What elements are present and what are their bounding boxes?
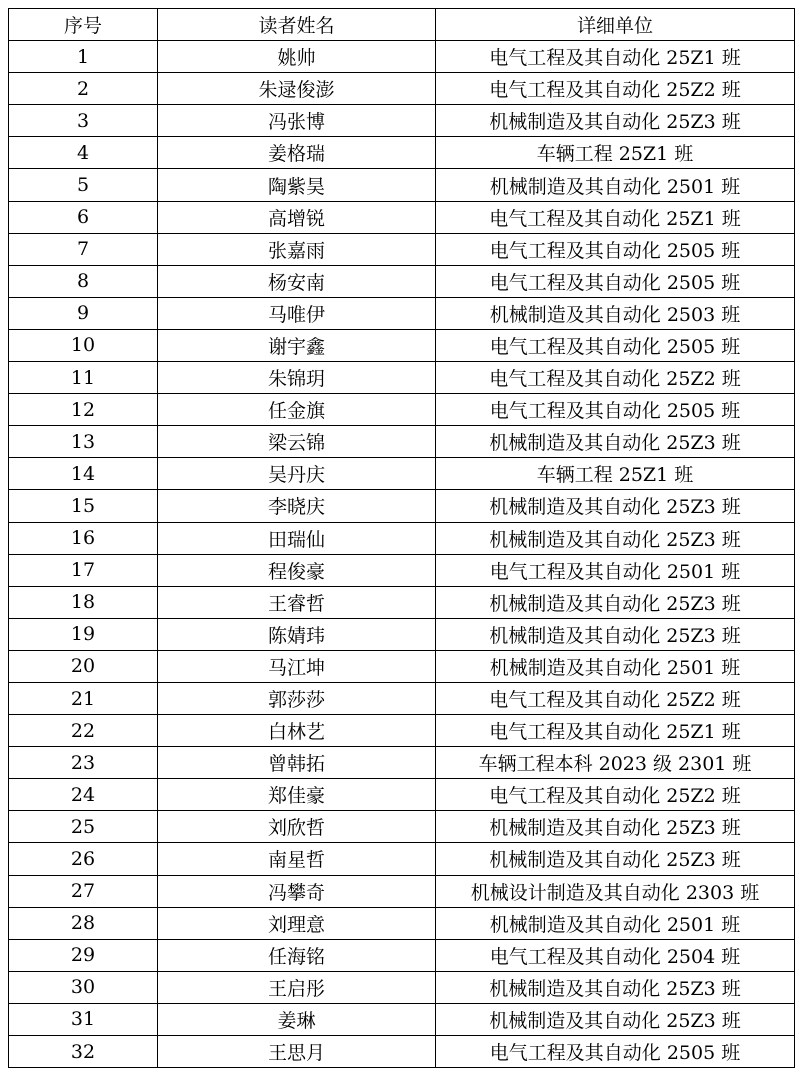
row-index-cell: 2 [9,73,158,105]
unit-cell: 电气工程及其自动化 2505 班 [436,1036,795,1068]
reader-name-cell: 南星哲 [158,843,436,875]
unit-cell: 车辆工程本科 2023 级 2301 班 [436,747,795,779]
row-index-cell: 28 [9,907,158,939]
row-index-cell: 4 [9,137,158,169]
table-row [9,73,795,105]
table-row [9,650,795,682]
row-index-cell: 11 [9,362,158,394]
table-row [9,907,795,939]
reader-name-cell: 杨安南 [158,265,436,297]
table-header [9,9,795,41]
table-row [9,297,795,329]
table-row [9,747,795,779]
unit-cell: 机械制造及其自动化 25Z3 班 [436,105,795,137]
unit-cell: 电气工程及其自动化 2505 班 [436,329,795,361]
unit-cell: 机械制造及其自动化 25Z3 班 [436,1003,795,1035]
row-index-cell: 1 [9,41,158,73]
reader-name-cell: 谢宇鑫 [158,329,436,361]
reader-name-cell: 刘理意 [158,907,436,939]
row-index-cell: 24 [9,779,158,811]
table-row [9,201,795,233]
unit-cell: 机械制造及其自动化 25Z3 班 [436,971,795,1003]
unit-cell: 电气工程及其自动化 25Z1 班 [436,715,795,747]
table-row [9,490,795,522]
row-index-cell: 16 [9,522,158,554]
reader-list-table [8,8,795,1068]
reader-name-cell: 程俊豪 [158,554,436,586]
table-row [9,715,795,747]
unit-cell: 机械制造及其自动化 25Z3 班 [436,843,795,875]
header-unit: 详细单位 [436,9,795,41]
reader-name-cell: 陶紫昊 [158,169,436,201]
table-row [9,105,795,137]
table-row [9,1036,795,1068]
row-index-cell: 18 [9,586,158,618]
table-row [9,586,795,618]
row-index-cell: 17 [9,554,158,586]
table-row [9,41,795,73]
reader-name-cell: 王思月 [158,1036,436,1068]
table-row [9,939,795,971]
table-row [9,682,795,714]
reader-name-cell: 姜格瑞 [158,137,436,169]
table-row [9,875,795,907]
row-index-cell: 13 [9,426,158,458]
reader-name-cell: 姚帅 [158,41,436,73]
row-index-cell: 7 [9,233,158,265]
row-index-cell: 30 [9,971,158,1003]
reader-name-cell: 曾韩拓 [158,747,436,779]
row-index-cell: 12 [9,394,158,426]
reader-name-cell: 张嘉雨 [158,233,436,265]
reader-name-cell: 王睿哲 [158,586,436,618]
unit-cell: 电气工程及其自动化 2505 班 [436,233,795,265]
reader-name-cell: 冯张博 [158,105,436,137]
row-index-cell: 31 [9,1003,158,1035]
table-row [9,329,795,361]
unit-cell: 机械设计制造及其自动化 2303 班 [436,875,795,907]
row-index-cell: 19 [9,618,158,650]
row-index-cell: 8 [9,265,158,297]
header-index: 序号 [9,9,158,41]
table-row [9,843,795,875]
reader-name-cell: 马唯伊 [158,297,436,329]
table-row [9,971,795,1003]
table-row [9,1003,795,1035]
unit-cell: 机械制造及其自动化 2503 班 [436,297,795,329]
unit-cell: 机械制造及其自动化 2501 班 [436,650,795,682]
table-row [9,265,795,297]
unit-cell: 车辆工程 25Z1 班 [436,137,795,169]
header-name: 读者姓名 [158,9,436,41]
row-index-cell: 22 [9,715,158,747]
table-row [9,426,795,458]
reader-name-cell: 任海铭 [158,939,436,971]
reader-name-cell: 朱逯俊澎 [158,73,436,105]
row-index-cell: 15 [9,490,158,522]
reader-name-cell: 朱锦玥 [158,362,436,394]
row-index-cell: 29 [9,939,158,971]
table-row [9,394,795,426]
reader-name-cell: 高增锐 [158,201,436,233]
unit-cell: 电气工程及其自动化 2501 班 [436,554,795,586]
reader-name-cell: 马江坤 [158,650,436,682]
row-index-cell: 5 [9,169,158,201]
reader-name-cell: 王启彤 [158,971,436,1003]
reader-name-cell: 白林艺 [158,715,436,747]
reader-name-cell: 陈婧玮 [158,618,436,650]
unit-cell: 电气工程及其自动化 25Z2 班 [436,73,795,105]
table-row [9,233,795,265]
table-row [9,811,795,843]
header-row [9,9,795,41]
reader-name-cell: 冯攀奇 [158,875,436,907]
reader-name-cell: 郭莎莎 [158,682,436,714]
unit-cell: 电气工程及其自动化 2505 班 [436,265,795,297]
unit-cell: 机械制造及其自动化 2501 班 [436,907,795,939]
unit-cell: 电气工程及其自动化 2504 班 [436,939,795,971]
reader-name-cell: 郑佳豪 [158,779,436,811]
row-index-cell: 20 [9,650,158,682]
unit-cell: 机械制造及其自动化 25Z3 班 [436,426,795,458]
unit-cell: 车辆工程 25Z1 班 [436,458,795,490]
table-row [9,618,795,650]
row-index-cell: 14 [9,458,158,490]
unit-cell: 机械制造及其自动化 2501 班 [436,169,795,201]
row-index-cell: 32 [9,1036,158,1068]
unit-cell: 电气工程及其自动化 25Z2 班 [436,779,795,811]
table-row [9,169,795,201]
unit-cell: 电气工程及其自动化 25Z1 班 [436,41,795,73]
unit-cell: 电气工程及其自动化 2505 班 [436,394,795,426]
row-index-cell: 3 [9,105,158,137]
table-row [9,554,795,586]
unit-cell: 机械制造及其自动化 25Z3 班 [436,490,795,522]
row-index-cell: 25 [9,811,158,843]
table-row [9,522,795,554]
row-index-cell: 9 [9,297,158,329]
table-row [9,779,795,811]
table-row [9,362,795,394]
row-index-cell: 26 [9,843,158,875]
reader-name-cell: 田瑞仙 [158,522,436,554]
row-index-cell: 27 [9,875,158,907]
table-body [9,41,795,1068]
reader-name-cell: 梁云锦 [158,426,436,458]
unit-cell: 机械制造及其自动化 25Z3 班 [436,811,795,843]
reader-name-cell: 吴丹庆 [158,458,436,490]
reader-name-cell: 李晓庆 [158,490,436,522]
unit-cell: 电气工程及其自动化 25Z2 班 [436,362,795,394]
reader-name-cell: 刘欣哲 [158,811,436,843]
table-row [9,458,795,490]
table-row [9,137,795,169]
reader-name-cell: 任金旗 [158,394,436,426]
row-index-cell: 23 [9,747,158,779]
unit-cell: 电气工程及其自动化 25Z2 班 [436,682,795,714]
unit-cell: 电气工程及其自动化 25Z1 班 [436,201,795,233]
row-index-cell: 21 [9,682,158,714]
row-index-cell: 10 [9,329,158,361]
unit-cell: 机械制造及其自动化 25Z3 班 [436,618,795,650]
unit-cell: 机械制造及其自动化 25Z3 班 [436,522,795,554]
unit-cell: 机械制造及其自动化 25Z3 班 [436,586,795,618]
row-index-cell: 6 [9,201,158,233]
reader-name-cell: 姜琳 [158,1003,436,1035]
